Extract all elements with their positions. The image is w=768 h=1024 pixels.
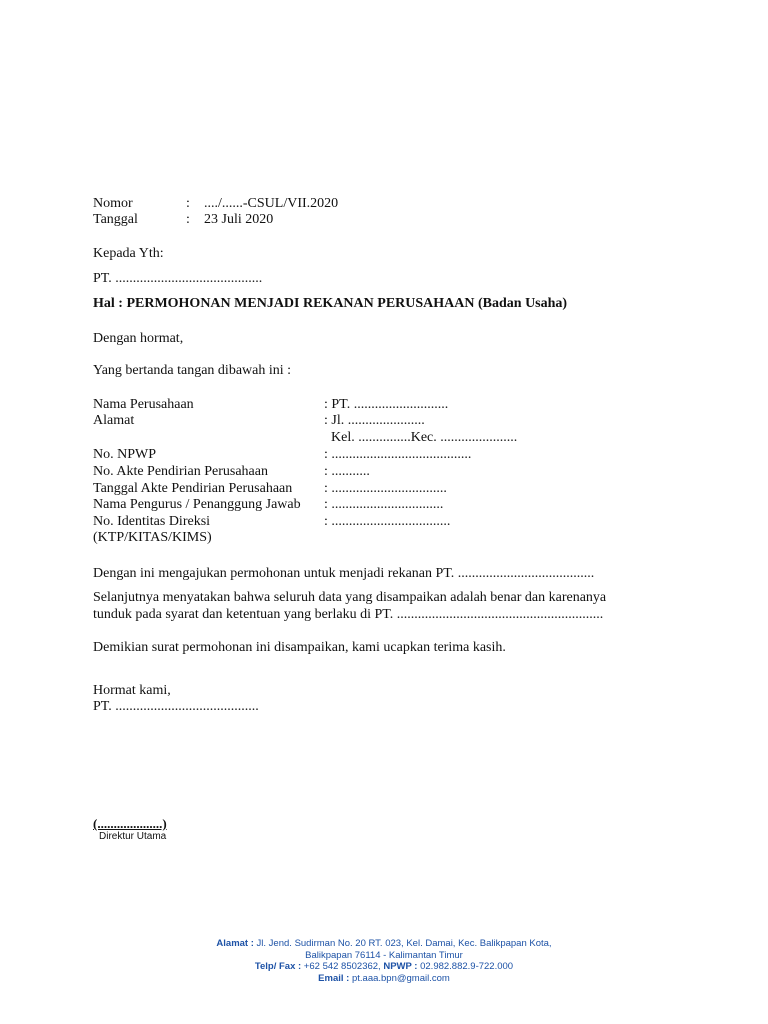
field-label: No. NPWP bbox=[93, 447, 157, 462]
body-paragraph-2-line-2: tunduk pada syarat dan ketentuan yang berlaku di PT. ........................................................... bbox=[93, 607, 604, 622]
kepada-yth: Kepada Yth: bbox=[93, 246, 164, 261]
field-value: : ........................................ bbox=[324, 447, 472, 462]
nomor-label: Nomor bbox=[93, 196, 133, 211]
field-label: No. Identitas Direksi bbox=[93, 514, 211, 529]
footer-address-line-1 bbox=[0, 938, 768, 950]
closing-hormat: Hormat kami, bbox=[93, 683, 171, 698]
salutation: Dengan hormat, bbox=[93, 331, 184, 346]
footer-contact-line bbox=[0, 961, 768, 973]
subject-line: Hal : PERMOHONAN MENJADI REKANAN PERUSAHAAN (Badan Usaha) bbox=[93, 296, 568, 311]
signature-title: Direktur Utama bbox=[99, 831, 167, 842]
footer-address-line-2: Balikpapan 76114 - Kalimantan Timur bbox=[305, 949, 463, 961]
footer-npwp-value: 02.982.882.9-722.000 bbox=[417, 961, 514, 973]
footer-alamat-value: Jl. Jend. Sudirman No. 20 RT. 023, Kel. Damai, Kec. Balikpapan Kota, bbox=[253, 938, 552, 949]
field-label: (KTP/KITAS/KIMS) bbox=[93, 530, 212, 545]
tanggal-label: Tanggal bbox=[93, 212, 138, 227]
field-label: Tanggal Akte Pendirian Perusahaan bbox=[93, 481, 293, 496]
recipient-pt: PT. .......................................... bbox=[93, 271, 263, 286]
field-value: : ........... bbox=[324, 464, 370, 479]
footer-npwp-label: NPWP : bbox=[383, 961, 418, 973]
footer-telp-value: +62 542 8502362, bbox=[301, 961, 384, 973]
letterhead-footer bbox=[0, 938, 768, 984]
field-label: Alamat bbox=[93, 413, 135, 428]
field-value: : .................................. bbox=[324, 514, 451, 529]
field-value: : PT. ........................... bbox=[324, 397, 449, 412]
footer-email-value: pt.aaa.bpn@gmail.com bbox=[349, 972, 450, 984]
body-paragraph-2-line-1: Selanjutnya menyatakan bahwa seluruh data yang disampaikan adalah benar dan karenanya bbox=[93, 590, 607, 605]
field-label: No. Akte Pendirian Perusahaan bbox=[93, 464, 268, 479]
signature-name: (....................) bbox=[93, 816, 167, 831]
footer-telp-label: Telp/ Fax : bbox=[254, 961, 302, 973]
intro-text: Yang bertanda tangan dibawah ini : bbox=[93, 363, 292, 378]
nomor-colon: : bbox=[186, 196, 190, 211]
field-label: Nama Pengurus / Penanggung Jawab bbox=[93, 497, 301, 512]
footer-email-label: Email : bbox=[318, 972, 350, 984]
field-value-kelurahan: Kel. ...............Kec. ...................... bbox=[324, 430, 518, 445]
field-value: : ................................ bbox=[324, 497, 444, 512]
body-paragraph-3: Demikian surat permohonan ini disampaikan, kami ucapkan terima kasih. bbox=[93, 640, 506, 655]
tanggal-value: 23 Juli 2020 bbox=[204, 212, 274, 227]
footer-alamat-label: Alamat : bbox=[216, 938, 254, 949]
footer-email-line bbox=[0, 973, 768, 985]
field-value: : ................................. bbox=[324, 481, 447, 496]
nomor-value: ..../......-CSUL/VII.2020 bbox=[204, 196, 339, 211]
body-paragraph-1: Dengan ini mengajukan permohonan untuk menjadi rekanan PT. ....................................... bbox=[93, 566, 595, 581]
tanggal-colon: : bbox=[186, 212, 190, 227]
field-value: : Jl. ...................... bbox=[324, 413, 425, 428]
field-label: Nama Perusahaan bbox=[93, 397, 194, 412]
closing-pt: PT. ......................................... bbox=[93, 699, 259, 714]
